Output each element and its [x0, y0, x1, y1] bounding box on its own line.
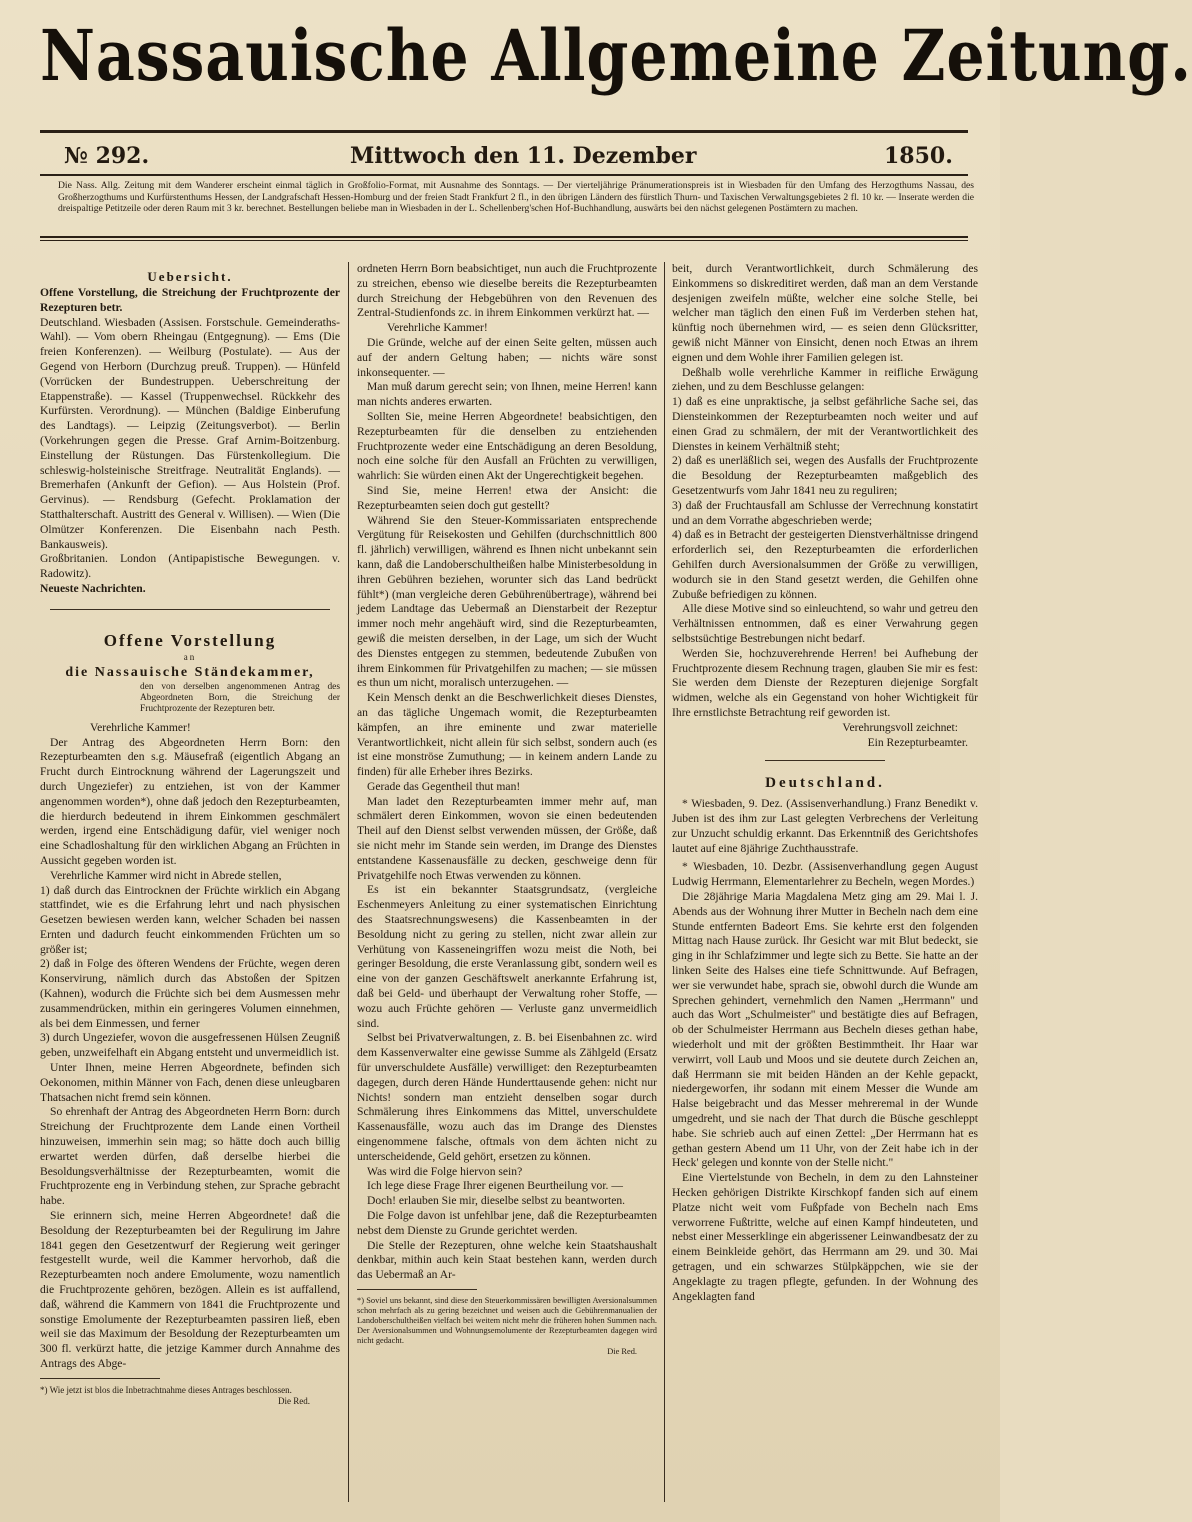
- paragraph: Alle diese Motive sind so einleuchtend, so wahr und getreu den Verhältnissen entnommen, daß es einer Verwahrung gegen selbstsüchtige Bestrebungen nicht bedarf.: [672, 602, 978, 645]
- paragraph: beit, durch Verantwortlichkeit, durch Schmälerung des Einkommens so diskreditiret werden, daß man an dem Verstande desjenigen zweifeln müßte, welcher eine solche Stelle, bei welcher man täglich den einen Fuß im Verderben stehen hat, künftig noch übernehmen wird, — es seien denn Glücksritter, gewiß nicht Männer von Einsicht, denen noch Etwas an ihrem eignen und dem Wohle ihrer Familien gelegen ist.: [672, 262, 978, 364]
- issue-year: 1850.: [884, 143, 953, 169]
- paragraph: Kein Mensch denkt an die Beschwerlichkeit dieses Dienstes, an das tägliche Ungemach womit, die Rezepturbeamten kämpfen, an ihre eminente und zwar materielle Verantwortlichkeit, nicht allein für sich selbst, sondern auch (es ist eine monströse Zumuthung; — in keinem andern Lande zu finden) für alle Erheber ihres Bezirks.: [357, 691, 657, 779]
- notice-rule-1: [40, 236, 968, 238]
- paragraph: Die 28jährige Maria Magdalena Metz ging am 29. Mai l. J. Abends aus der Wohnung ihrer Mutter in Becheln nach dem eine Stunde entfernten Badeort Ems. Sie kehrte erst den folgenden Mittag nach Hause zurück. Ihr Gesicht war mit Blut bedeckt, sie ging in ihr Schlafzimmer und legte sich zu Bette. Sie hatte an der linken Seite des Halses eine tiefe Schnittwunde. Auf Befragen, wer sie verwundet habe, sprach sie, obwohl durch die Wunde am Sprechen gehindert, vernehmlich den Namen „Herrmann" und auch das Wort „Schulmeister" und bestätigte dies auf Befragen, ob der Schulmeister Herrmann aus Becheln dieses gethan habe, wiederholt und mit der größten Bestimmtheit. Ihr Haar war verwirrt, voll Laub und Moos und sie deutete durch Zeichen an, daß Herrmann sie mit beiden Händen an der Kehle gepackt, niedergeworfen, ihr sodann mit einem Messer die Wunde am Halse beigebracht und das Messer mehreremal in der Wunde umgedreht, und sie nach der That durch die Büsche geschleppt habe. Sie schrieb auch auf einen Zettel: „Der Herrmann hat es gethan gestern Abend um 11 Uhr, von der Zeit habe ich in der Heck' gelegen und konnte von der Stelle nicht.": [672, 890, 978, 1170]
- paragraph: Unter Ihnen, meine Herren Abgeordnete, befinden sich Oekonomen, mithin Männer von Fach, denen diese unleugbaren Thatsachen nicht fremd sein können.: [40, 1061, 340, 1104]
- paragraph: Man muß darum gerecht sein; von Ihnen, meine Herren! kann man nichts anderes erwarten.: [357, 380, 657, 409]
- column-divider-1: [348, 262, 349, 1502]
- article-title: Offene Vorstellung: [103, 630, 277, 650]
- paragraph: Man ladet den Rezepturbeamten immer mehr auf, man schmälert deren Einkommen, wovon sie einen bedeutenden Theil auf den Dienst selbst verwenden müssen, der Größe, daß sie nicht mehr im Stande sein werden, im Drange des Dienstes entstandene Kassenausfälle zu decken, geschweige denn für Privatgehilfe noch Etwas verwenden zu können.: [357, 794, 657, 882]
- paragraph: Eine Viertelstunde von Becheln, in dem zu den Lahnsteiner Hecken gehörigen Distrikte Kirschkopf fanden sich auf einem Platze nicht weit vom Fußpfade von Becheln nach Ems verworrene Fußtritte, welche auf einen Kampf hindeuteten, und nebst einer Messerklinge ein abgerissener Leinwandbesatz der zu einem Beinkleide gehört, das Herrmann am 29. und 30. Mai getragen, und ein schwarzes Stülpkäppchen, wie sie der Angeklagte zu tragen pflegte, gefunden. In der Wohnung des Angeklagten fand: [672, 1171, 978, 1303]
- list-item: 3) daß der Fruchtausfall am Schlusse der Verrechnung konstatirt und an dem Vorrathe abgeschrieben werde;: [672, 498, 978, 527]
- paragraph: Deßhalb wolle verehrliche Kammer in reifliche Erwägung ziehen, und zu dem Beschlusse gelangen:: [672, 365, 978, 394]
- paragraph: Es ist ein bekannter Staatsgrundsatz, (vergleiche Eschenmeyers Anleitung zu einer systematischen Einrichtung des Staatsrechnungswesens) die Kassenbeamten in der Besoldung nicht zu gering zu stellen, nicht zwar allein zur Verhütung von Kasseneingriffen wozu meist die Noth, bei geringer Besoldung, die erste Veranlassung gibt, sondern weil es eine von der ganzen Geschäftswelt anerkannte Erfahrung ist, daß bei Geld- und überhaupt der Verwaltung roher Stoffe, — wozu auch Früchte gehören — Verluste ganz unvermeidlich sind.: [357, 883, 657, 1030]
- footnote: *) Wie jetzt ist blos die Inbetrachtnahme dieses Antrages beschlossen.: [40, 1384, 292, 1395]
- column-2: [357, 262, 657, 1357]
- paragraph: Verehrliche Kammer wird nicht in Abrede stellen,: [50, 868, 282, 882]
- paragraph: Was wird die Folge hiervon sein?: [367, 1164, 523, 1178]
- list-item: 1) daß durch das Eintrocknen der Früchte wirklich ein Abgang stattfindet, wie es die Erfahrung lehrt und nach physischen Gesetzen bewiesen werden kann, welcher Schaden bei nassen Ernten und dadurch feucht einkommenden Früchten um so größer ist;: [40, 883, 340, 956]
- overview-title: Uebersicht.: [147, 269, 233, 284]
- paragraph: So ehrenhaft der Antrag des Abgeordneten Herrn Born: durch Streichung der Fruchtprozente dem Lande einen Vortheil hinzuweisen, immerhin sein mag; so hätte doch auch billig erwartet werden dürfen, daß derselbe hierbei die Besoldungsverhältnisse der Rezepturbeamten, womit die Fruchtprozente eng in Verbindung stehen, zur Sprache gebracht habe.: [40, 1105, 340, 1208]
- paragraph: ordneten Herrn Born beabsichtiget, nun auch die Fruchtprozente zu streichen, ebenso wie dieselbe bereits die Rezepturbeamten durch Streichung der Hebgebühren von den Revenuen des Zentral-Studienfonds zc. in ihrem Einkommen verkürzt hat. —: [357, 262, 657, 320]
- news-item: * Wiesbaden, 10. Dezbr. (Assisenverhandlung gegen August Ludwig Herrmann, Elementarlehrer zu Becheln, wegen Mordes.): [672, 860, 978, 889]
- section-rule: [765, 760, 885, 761]
- issue-number: № 292.: [64, 143, 150, 169]
- signature-line: Verehrungsvoll zeichnet:: [842, 720, 958, 734]
- paragraph: Ich lege diese Frage Ihrer eigenen Beurtheilung vor. —: [367, 1179, 623, 1193]
- paragraph: Während Sie den Steuer-Kommissariaten entsprechende Vergütung für Reisekosten und Gehilfen (durchschnittlich 800 fl. jährlich) verwilligen, während es Ihnen nicht unbekannt sein kann, daß die Landoberschultheißen halbe Ministerbesoldung in ihren Gebühren beziehen, worunter sich das Land bedrückt fühlt*) (man vergleiche deren Gebührenübertrage), während bei jedem Landtage das Uebermaß an Dienstarbeit der Rezeptur immer noch mehr angehäuft wird, sind die Rezepturbeamten, gewiß die meisten derselben, in der Lage, um sich der Wucht des Dienstes entgegen zu stemmen, bedeutende Zubußen von ihrem Einkommen für Privatgehilfen zu machen; — sie müssen es thun um nicht, moralisch unterzugehen. —: [357, 513, 657, 690]
- section-rule: [50, 609, 330, 610]
- paragraph: Doch! erlauben Sie mir, dieselbe selbst zu beantworten.: [367, 1194, 626, 1208]
- paragraph: Die Gründe, welche auf der einen Seite gelten, müssen auch auf der andern Geltung haben; — nichts wäre sonst inkonsequenter. —: [357, 335, 657, 379]
- column-3: [672, 262, 978, 1304]
- salutation: Verehrliche Kammer!: [90, 720, 191, 734]
- paragraph: Sind Sie, meine Herren! etwa der Ansicht: die Rezepturbeamten seien doch gut gestellt?: [357, 483, 657, 512]
- paragraph: Die Folge davon ist unfehlbar jene, daß die Rezepturbeamten nebst dem Dienste zu Grunde gerichtet werden.: [357, 1209, 657, 1237]
- overview-item: Offene Vorstellung, die Streichung der Fruchtprozente der Rezepturen betr.: [40, 286, 340, 314]
- masthead-title: Nassauische Allgemeine Zeitung.: [40, 14, 1192, 97]
- list-item: 4) daß es in Betracht der gesteigerten Dienstverhältnisse dringend erforderlich sei, den Rezepturbeamten die erforderlichen Gehilfen durch Aversionalsummen der Größe zu verwilligen, wodurch sie in den Stand gesetzt werden, die Gehilfen ohne Zubuße befriedigen zu können.: [672, 528, 978, 601]
- overview-item: Großbritanien. London (Antipapistische Bewegungen. v. Radowitz).: [40, 552, 340, 581]
- dateline-rule: [40, 174, 968, 176]
- footnote-rule: [40, 1378, 160, 1379]
- list-item: 3) durch Ungeziefer, wovon die ausgefressenen Hülsen Zeugniß geben, unzweifelhaft ein Abgang entsteht und unvermeidlich ist.: [40, 1031, 340, 1060]
- paragraph: Selbst bei Privatverwaltungen, z. B. bei Eisenbahnen zc. wird dem Kassenverwalter eine gewisse Summe als Zählgeld (Ersatz für unverschuldete Ausfälle) verwilliget: den Rezepturbeamten dagegen, durch deren Hände Hunderttausende gehen: nicht nur Nichts! sondern man entzieht denselben sogar durch Schmälerung ihres Einkommens das Mittel, unverschuldete Kassenausfälle, wozu auch das im Drange des Dienstes eingenommene falsche, oftmals von dem ächten nicht zu unterscheidende, Geld gehört, ersetzen zu können.: [357, 1031, 657, 1163]
- footnote-signature: Die Red.: [278, 1395, 310, 1406]
- overview-item: Deutschland. Wiesbaden (Assisen. Forstschule. Gemeinderaths-Wahl). — Vom obern Rheingau (Entgegnung). — Ems (Die freien Konferenzen). — Weilburg (Postulate). — Aus der Gegend von Herborn (Durchzug preuß. Truppen). — Hünfeld (Vorrücken der Bundestruppen. Ueberschreitung der Etappenstraße). — Kassel (Truppenwechsel. Rückkehr des Kurfürsten. Verordnung). — München (Baldige Einberufung des Landtags). — Leipzig (Zeitungsverbot). — Berlin (Vorkehrungen gegen die Presse. Graf Arnim-Boitzenburg. Einstellung der Rüstungen. Das Fürstenkollegium. Die schleswig-holsteinische Streitfrage. Neutralität Englands). — Bremerhafen (Ankunft der Gefion). — Aus Holstein (Prof. Gervinus). — Rendsburg (Gefecht. Proklamation der Statthalterschaft. Austritt des General v. Willisen). — Wien (Die Olmützer Konferenzen. Die Eisenbahn nach Pesth. Bankausweis).: [40, 315, 340, 551]
- paragraph: Gerade das Gegentheil thut man!: [367, 779, 521, 793]
- article-note: den von derselben angenommenen Antrag des Abgeordneten Born, die Streichung der Fruchtprozente der Rezepturen betr.: [140, 681, 340, 714]
- overview-item: Neueste Nachrichten.: [40, 581, 146, 595]
- masthead-rule: [40, 130, 968, 133]
- footnote-rule: [357, 1289, 477, 1290]
- section-title: Deutschland.: [765, 775, 885, 792]
- footnote: *) Soviel uns bekannt, sind diese den Steuerkommissären bewilligten Aversionalsummen schon mehrfach als zu gering bezeichnet und weisen auch die Gebührenmanualien der Landoberschultheißen vielfach bei weitem nicht mehr die früheren hohen Summen nach. Der Aversionalsummen und Wohnungsemolumente der Rezepturbeamten dagegen wird nicht gedacht.: [357, 1295, 657, 1345]
- list-item: 2) daß es unerläßlich sei, wegen des Ausfalls der Fruchtprozente die Besoldung der Rezepturbeamten maßgeblich des Gesetzentwurfs vom Jahr 1841 neu zu reguliren;: [672, 454, 978, 497]
- list-item: 2) daß in Folge des öfteren Wendens der Früchte, wegen deren Konservirung, nämlich durch das Abstoßen der Spitzen (Kahnen), wodurch die Früchte sich bei dem Ausmessen mehr zusammendrücken, mithin ein geringeres Volumen einnehmen, als bei dem Einmessen, und ferner: [40, 957, 340, 1030]
- notice-rule-2: [40, 240, 968, 241]
- paragraph: Sollten Sie, meine Herren Abgeordnete! beabsichtigen, den Rezepturbeamten für die denselben zu entziehenden Fruchtprozente weder eine Entschädigung an deren Besoldung, noch eine solche für den Ausfall an Früchten zu verwilligen, wahrlich: Sie würden einen Akt der Ungerechtigkeit begehen.: [357, 409, 657, 483]
- article-an: an: [183, 651, 197, 662]
- list-item: 1) daß es eine unpraktische, ja selbst gefährliche Sache sei, das Diensteinkommen der Rezepturbeamten noch weiter und auf einen Grad zu schmälern, der mit der Verantwortlichkeit des Dienstes in keinem Verhältniß steht;: [672, 395, 978, 453]
- column-1: [40, 262, 340, 1407]
- paragraph: Der Antrag des Abgeordneten Herrn Born: den Rezepturbeamten den s.g. Mäusefraß (eigentlich Abgang an Frucht durch Eintrocknung während der Lagerungszeit und durch Ungeziefer) zu entziehen, ist von der Kammer angenommen worden*), ohne daß jedoch den Rezepturbeamten, die hierdurch bedeutend in ihrem Einkommen geschmälert werden, irgend eine Entschädigung dafür, viel weniger noch eine Schadloshaltung für den wirklichen Abgang an Früchten in Aussicht gegeben worden ist.: [40, 735, 340, 867]
- paragraph: Die Stelle der Rezepturen, ohne welche kein Staatshaushalt denkbar, mithin auch kein Staat bestehen kann, werden durch das Uebermaß an Ar-: [357, 1238, 657, 1282]
- signature-name: Ein Rezepturbeamter.: [867, 735, 968, 749]
- article-subtitle: die Nassauische Ständekammer,: [65, 664, 315, 680]
- issue-date: Mittwoch den 11. Dezember: [350, 143, 697, 169]
- paragraph: Sie erinnern sich, meine Herren Abgeordnete! daß die Besoldung der Rezepturbeamten bei der Regulirung im Jahre 1841 gegen den Gesetzentwurf der Regierung weit geringer festgestellt wurde, weil die Kammer hervorhob, daß die Rezepturbeamten noch andere Emolumente, wozu namentlich die Fruchtprozente gehören, bezögen. Allein es ist auffallend, daß, während die Kammern von 1841 die Fruchtprozente und sonstige Emolumente der Rezepturbeamten passiren ließ, eben weil sie das Maximum der Besoldung der Rezepturbeamten um 300 fl. verkürzt hatte, die jetzige Kammer durch Annahme des Antrags des Abge-: [40, 1209, 340, 1370]
- subscription-notice: Die Nass. Allg. Zeitung mit dem Wanderer erscheint einmal täglich in Großfolio-Format, mit Ausnahme des Sonntags. — Der vierteljährige Pränumerationspreis ist in Wiesbaden für den Umfang des Herzogthums Nassau, des Großherzogthums und Kurfürstenthums Hessen, der Landgrafschaft Hessen-Homburg und der freien Stadt Frankfurt 2 fl., in den übrigen Ländern des fürstlich Thurn- und Taxischen Verwaltungsgebietes 2 fl. 10 kr. — Inserate werden die dreispaltige Petitzeile oder deren Raum mit 3 kr. berechnet. Bestellungen beliebe man in Wiesbaden in der L. Schellenberg'schen Hof-Buchhandlung, auswärts bei den nächst gelegenen Postämtern zu machen.: [58, 180, 974, 215]
- footnote-signature: Die Red.: [607, 1346, 637, 1356]
- paragraph: Verehrliche Kammer!: [387, 321, 488, 335]
- paragraph: Werden Sie, hochzuverehrende Herren! bei Aufhebung der Fruchtprozente diesem Rechnung tragen, glauben Sie mir es fest: Sie werden dem Dienste der Rezepturen diejenige Sorgfalt widmen, welche als ein Gegenstand von hoher Wichtigkeit für Ihre ernstlichste Betrachtung reif geworden ist.: [672, 646, 978, 719]
- news-item: * Wiesbaden, 9. Dez. (Assisenverhandlung.) Franz Benedikt v. Juben ist des ihm zur Last gelegten Verbrechens der Verleitung zur Unzucht schuldig erkannt. Das Erkenntniß des Gerichtshofes lautet auf eine 8jährige Zuchthausstrafe.: [672, 797, 978, 855]
- column-divider-2: [664, 262, 665, 1502]
